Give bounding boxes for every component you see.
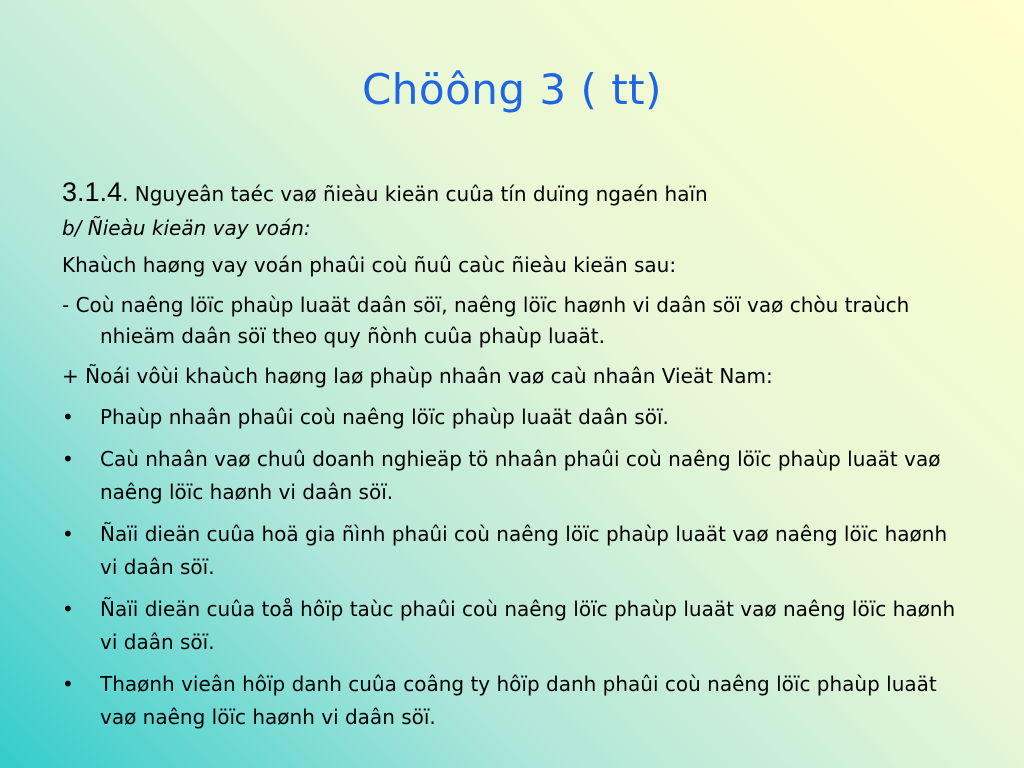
section-number: 3.1.4 [62,177,123,207]
bullet-text: Phaùp nhaân phaûi coù naêng löïc phaùp luaät daân söï. [100,405,669,429]
bullet-text: Caù nhaân vaø chuû doanh nghieäp tö nhaân phaûi coù naêng löïc phaùp luaät vaø naêng löïc haønh vi daân söï. [100,447,941,504]
bullet-item [62,401,962,434]
bullet-icon: • [62,522,74,546]
section-heading [62,172,962,214]
bullet-item [62,443,962,509]
dash-item: - Coù naêng löïc phaùp luaät daân söï, naêng löïc haønh vi daân söï vaø chòu traùch nhieäm daân söï theo quy ñònh cuûa phaùp luaät. [62,293,910,348]
bullet-icon: • [62,447,74,471]
bullet-text: Thaønh vieân hôïp danh cuûa coâng ty hôïp danh phaûi coù naêng löïc phaùp luaät vaø naêng löïc haønh vi daân söï. [100,672,937,729]
bullet-text: Ñaïi dieän cuûa toå hôïp taùc phaûi coù naêng löïc phaùp luaät vaø naêng löïc haønh vi daân söï. [100,597,956,654]
slide-title: Chöông 3 ( tt) [361,65,663,114]
bullet-item [62,518,962,584]
bullet-icon: • [62,405,74,429]
slide-content [62,172,962,743]
bullet-icon: • [62,672,74,696]
bullet-icon: • [62,597,74,621]
plus-item: + Ñoái vôùi khaùch haøng laø phaùp nhaân vaø caù nhaân Vieät Nam: [62,364,773,388]
bullet-text: Ñaïi dieän cuûa hoä gia ñình phaûi coù naêng löïc phaùp luaät vaø naêng löïc haønh vi daân söï. [100,522,948,579]
section-heading-text: . Nguyeân taéc vaø ñieàu kieän cuûa tín duïng ngaén haïn [122,182,708,206]
intro-text: Khaùch haøng vay voán phaûi coù ñuû caùc ñieàu kieän sau: [62,253,677,277]
bullet-item [62,668,962,734]
subheading: b/ Ñieàu kieän vay voán: [62,216,311,240]
bullet-item [62,593,962,659]
